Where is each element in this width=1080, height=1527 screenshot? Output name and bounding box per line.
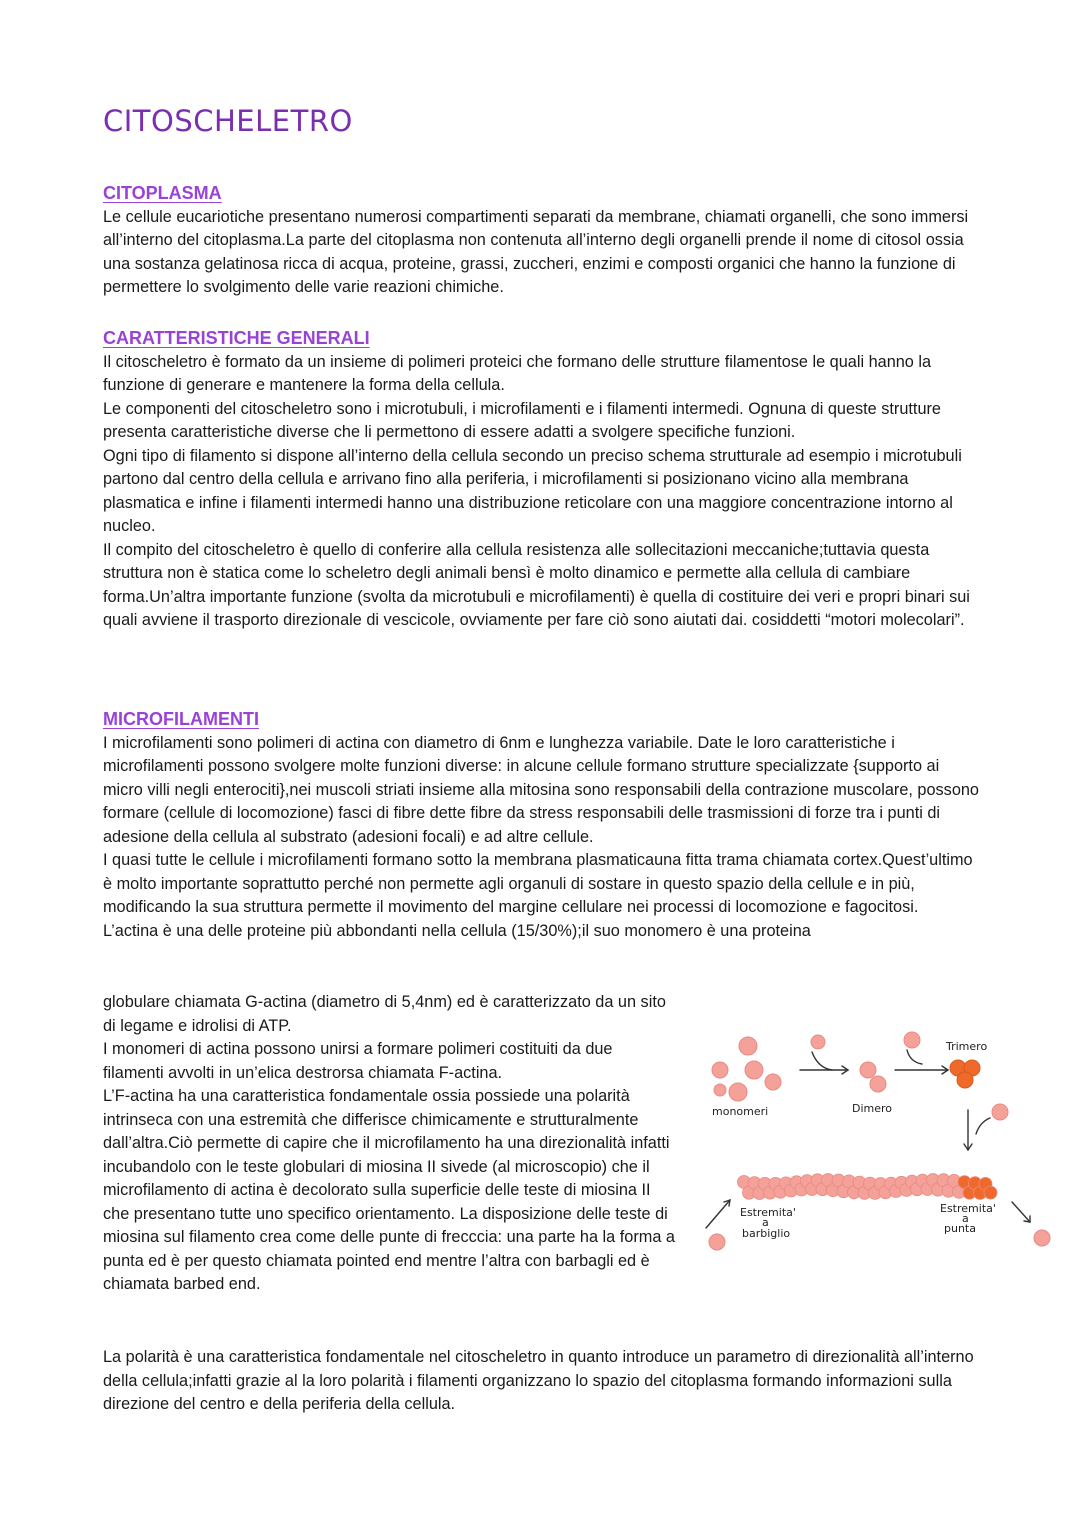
section-caratteristiche <box>103 327 983 633</box>
label-dimero: Dimero <box>852 1102 893 1115</box>
section-heading: CARATTERISTICHE GENERALI <box>103 328 370 348</box>
paragraph: Ogni tipo di filamento si dispone all’interno della cellula secondo un preciso schema strutturale ad esempio i microtubuli partono dal centro della cellula e arrivano fino alla periferia, i microfilamenti si posizionano vicino alla membrana plasmatica e infine i filamenti intermedi hanno una distribuzione reticolare con una maggiore concentrazione intorno al nucleo. <box>103 446 962 535</box>
section-polarita <box>103 1346 983 1417</box>
label-pointed-3: punta <box>944 1222 976 1235</box>
label-barbed-3: barbiglio <box>742 1227 791 1240</box>
section-heading: CITOPLASMA <box>103 183 222 203</box>
label-pointed-1: Estremita' <box>940 1202 996 1215</box>
filament-pointed-end-monomer <box>984 1186 997 1199</box>
label-monomeri: monomeri <box>712 1105 769 1118</box>
paragraph: I monomeri di actina possono unirsi a formare polimeri costituiti da due filamenti avvolti in un’elica destrorsa chiamata F-actina. <box>103 1040 613 1082</box>
filament <box>738 1174 998 1200</box>
section-citoplasma <box>103 182 983 300</box>
label-pointed-2: a <box>962 1212 969 1225</box>
paragraph: I microfilamenti sono polimeri di actina con diametro di 6nm e lunghezza variabile. Date le loro caratteristiche i microfilamenti possono svolgere molte funzioni diverse: in alcune cellule formano strutture specializzate {supporto ai micro villi negli enterociti},nei muscoli striati insieme alla mitosina sono responsabili della contrazione muscolare, possono formare (cellule di locomozione) fasci di fibre dette fibre da stress responsabili delle trasmissioni di forze tra i punti di adesione della cellula al substrato (adesioni focali) e ad altre cellule. <box>103 733 979 846</box>
actin-polymerization-diagram <box>700 1022 1060 1262</box>
label-barbed-1: Estremita' <box>740 1206 796 1219</box>
section-heading: MICROFILAMENTI <box>103 709 259 729</box>
paragraph: La polarità è una caratteristica fondamentale nel citoscheletro in quanto introduce un parametro di direzionalità all’interno della cellula;infatti grazie al la loro polarità i filamenti organizzano lo spazio del citoplasma formando informazioni sulla direzione del centro e della periferia della cellula. <box>103 1348 974 1413</box>
paragraph: globulare chiamata G-actina (diametro di 5,4nm) ed è caratterizzato da un sito di legame e idrolisi di ATP. <box>103 993 666 1035</box>
page-title: CITOSCHELETRO <box>103 104 353 138</box>
trimer-group <box>950 1060 980 1088</box>
paragraph: L’actina è una delle proteine più abbondanti nella cellula (15/30%);il suo monomero è una proteina <box>103 921 811 940</box>
label-barbed-2: a <box>762 1216 769 1229</box>
paragraph: L’F-actina ha una caratteristica fondamentale ossia possiede una polarità intrinseca con una estremità che differisce chimicamente e strutturalmente dall’altra.Ciò permette di capire che il microfilamento ha una direzionalità infatti incubandolo con le teste globulari di miosina II sivede (al microscopio) che il microfilamento di actina è decolorato sulla superficie delle teste di miosina II che presentano tutte uno specifico orientamento. La disposizione delle teste di miosina sul filamento crea come delle punte di frecccia: una parte ha la forma a punta ed è per questo chiamata pointed end mentre l’altra con barbagli ed è chiamata barbed end. <box>103 1087 675 1293</box>
paragraph: Il citoscheletro è formato da un insieme di polimeri proteici che formano delle strutture filamentose le quali hanno la funzione di generare e mantenere la forma della cellula. <box>103 352 932 394</box>
section-microfilamenti <box>103 708 983 943</box>
paragraph: Il compito del citoscheletro è quello di conferire alla cellula resistenza alle sollecitazioni meccaniche;tuttavia questa struttura non è statica come lo scheletro degli animali bensì è molto dinamico e permette alla cellula di cambiare forma.Un’altra importante funzione (svolta da microtubuli e microfilamenti) è quella di costituire dei veri e propri binari sui quali avviene il trasporto direzionale di vescicole, ovviamente per fare ciò sono aiutati dai. cosiddetti “motori molecolari”. <box>103 540 970 629</box>
label-trimero: Trimero <box>946 1040 988 1053</box>
paragraph: Le cellule eucariotiche presentano numerosi compartimenti separati da membrane, chiamati organelli, che sono immersi all’interno del citoplasma.La parte del citoplasma non contenuta all’interno degli organelli prende il nome di citosol ossia una sostanza gelatinosa ricca di acqua, proteine, grassi, zuccheri, enzimi e composti organici che hanno la funzione di permettere lo svolgimento delle varie reazioni chimiche. <box>103 207 969 296</box>
paragraph: I quasi tutte le cellule i microfilamenti formano sotto la membrana plasmaticauna fitta trama chiamata cortex.Quest’ultimo è molto importante soprattutto perché non permette agli organuli di sostare in questo spazio della cellule e in più, modificando la sua struttura permette il movimento del margine cellulare nei processi di locomozione e fagocitosi. <box>103 851 973 916</box>
paragraph: Le componenti del citoscheletro sono i microtubuli, i microfilamenti e i filamenti intermedi. Ognuna di queste strutture presenta caratteristiche diverse che li permettono di essere adatti a svolgere specifiche funzioni. <box>103 399 941 441</box>
